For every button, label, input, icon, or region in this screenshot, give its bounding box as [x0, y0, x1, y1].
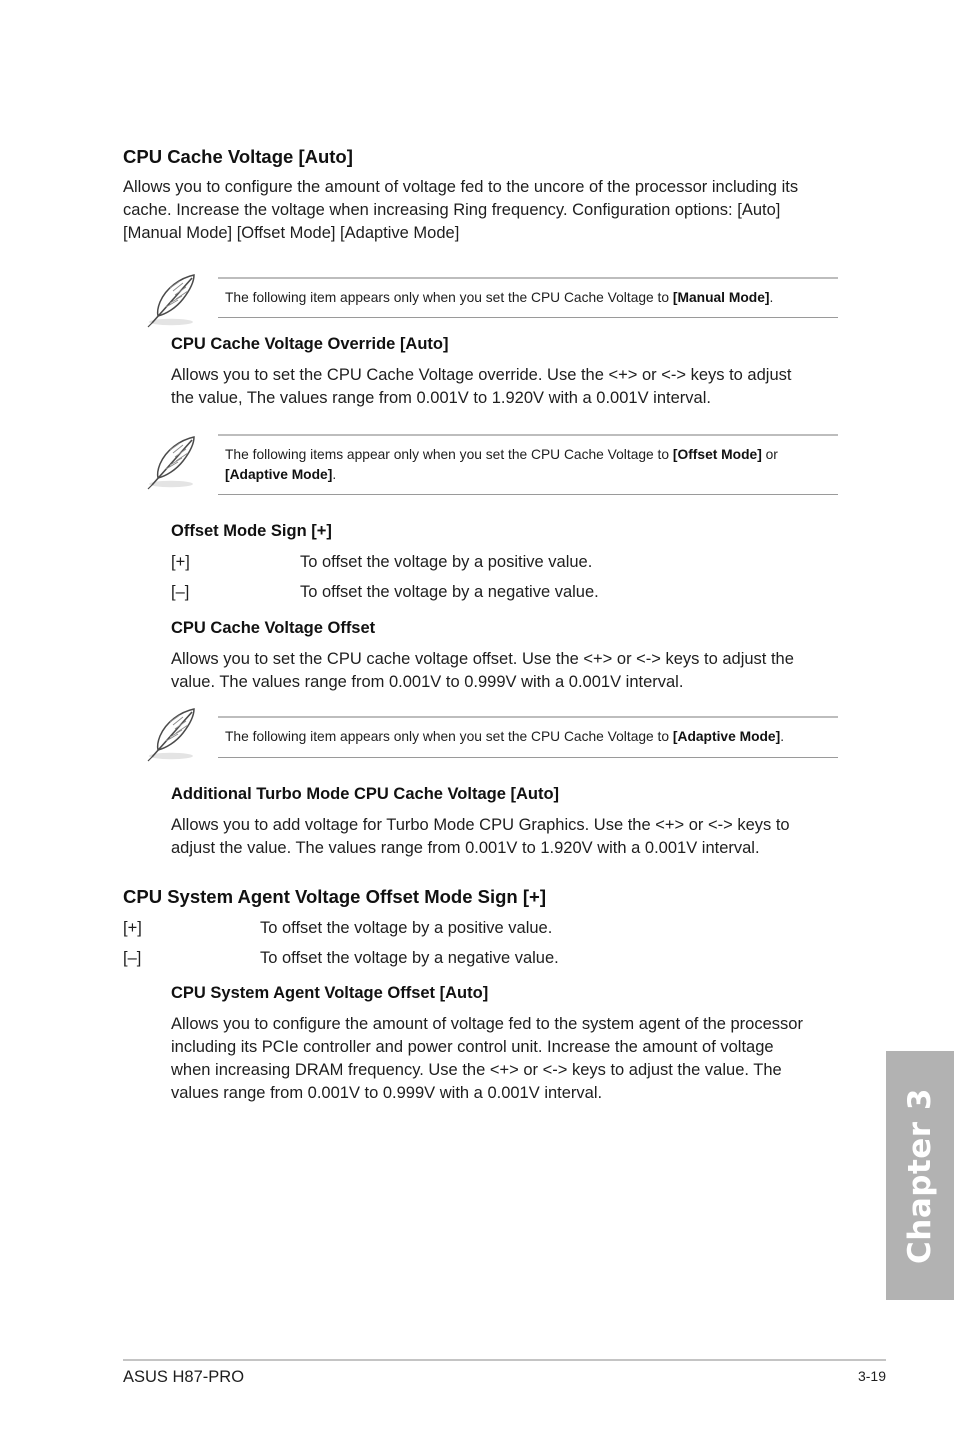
option-key: [–]	[123, 949, 142, 967]
option-key: [–]	[171, 583, 190, 601]
option-description: To offset the voltage by a negative value.	[300, 583, 599, 601]
feather-pen-icon	[142, 272, 200, 328]
section-title-cache-voltage-offset: CPU Cache Voltage Offset	[171, 619, 376, 637]
option-description: To offset the voltage by a negative value.	[260, 949, 559, 967]
sa-voltage-offset-description: Allows you to configure the amount of voltage fed to the system agent of the processor including its PCIe controller and power control unit. Increase the amount of voltage when increasing DRAM frequency. Use the <+> or <-> keys to adjust the value. The values range from 0.001V to 0.999V with a 0.001V interval.	[171, 1015, 803, 1102]
note-adaptive-mode: The following item appears only when you set the CPU Cache Voltage to [Adaptive Mode].	[225, 729, 785, 744]
note-rule-bottom	[218, 757, 838, 758]
section-title-turbo-cache-voltage: Additional Turbo Mode CPU Cache Voltage [Auto]	[171, 785, 560, 803]
footer-product: ASUS H87-PRO	[123, 1368, 245, 1386]
option-key: [+]	[171, 553, 190, 571]
footer-page-number: 3-19	[857, 1368, 886, 1384]
cache-voltage-offset-description: Allows you to set the CPU cache voltage offset. Use the <+> or <-> keys to adjust the value. The values range from 0.001V to 0.999V with a 0.001V interval.	[171, 650, 794, 691]
footer-rule	[123, 1359, 886, 1361]
note-rule-top	[218, 434, 838, 436]
option-key: [+]	[123, 919, 142, 937]
note-rule-top	[218, 716, 838, 718]
note-rule-top	[218, 277, 838, 279]
note-rule-bottom	[218, 317, 838, 318]
cache-voltage-override-description: Allows you to set the CPU Cache Voltage override. Use the <+> or <-> keys to adjust the value, The values range from 0.001V to 1.920V with a 0.001V interval.	[171, 366, 792, 407]
feather-pen-icon	[142, 434, 200, 490]
note-offset-adaptive-mode: The following items appear only when you set the CPU Cache Voltage to [Offset Mode] or [Adaptive Mode].	[225, 447, 778, 482]
chapter-tab	[886, 1051, 954, 1300]
option-description: To offset the voltage by a positive value.	[260, 919, 553, 937]
feather-pen-icon	[142, 706, 200, 762]
section-title-cpu-cache-voltage: CPU Cache Voltage [Auto]	[123, 146, 353, 167]
note-manual-mode: The following item appears only when you set the CPU Cache Voltage to [Manual Mode].	[225, 290, 774, 305]
section-title-sa-voltage-offset: CPU System Agent Voltage Offset [Auto]	[171, 984, 489, 1002]
cpu-cache-voltage-description: Allows you to configure the amount of voltage fed to the uncore of the processor including its cache. Increase the voltage when increasing Ring frequency. Configuration options: [Auto] [Manual Mode] [Offset Mode] [Adaptive Mode]	[123, 178, 799, 242]
section-title-cache-voltage-override: CPU Cache Voltage Override [Auto]	[171, 335, 449, 353]
chapter-tab-label: Chapter 3	[902, 1087, 938, 1264]
note-rule-bottom	[218, 494, 838, 495]
section-title-sa-offset-mode-sign: CPU System Agent Voltage Offset Mode Sign [+]	[123, 886, 546, 907]
turbo-cache-voltage-description: Allows you to add voltage for Turbo Mode CPU Graphics. Use the <+> or <-> keys to adjust the value. The values range from 0.001V to 1.920V with a 0.001V interval.	[171, 816, 790, 857]
option-description: To offset the voltage by a positive value.	[300, 553, 593, 571]
section-title-offset-mode-sign: Offset Mode Sign [+]	[171, 522, 332, 540]
